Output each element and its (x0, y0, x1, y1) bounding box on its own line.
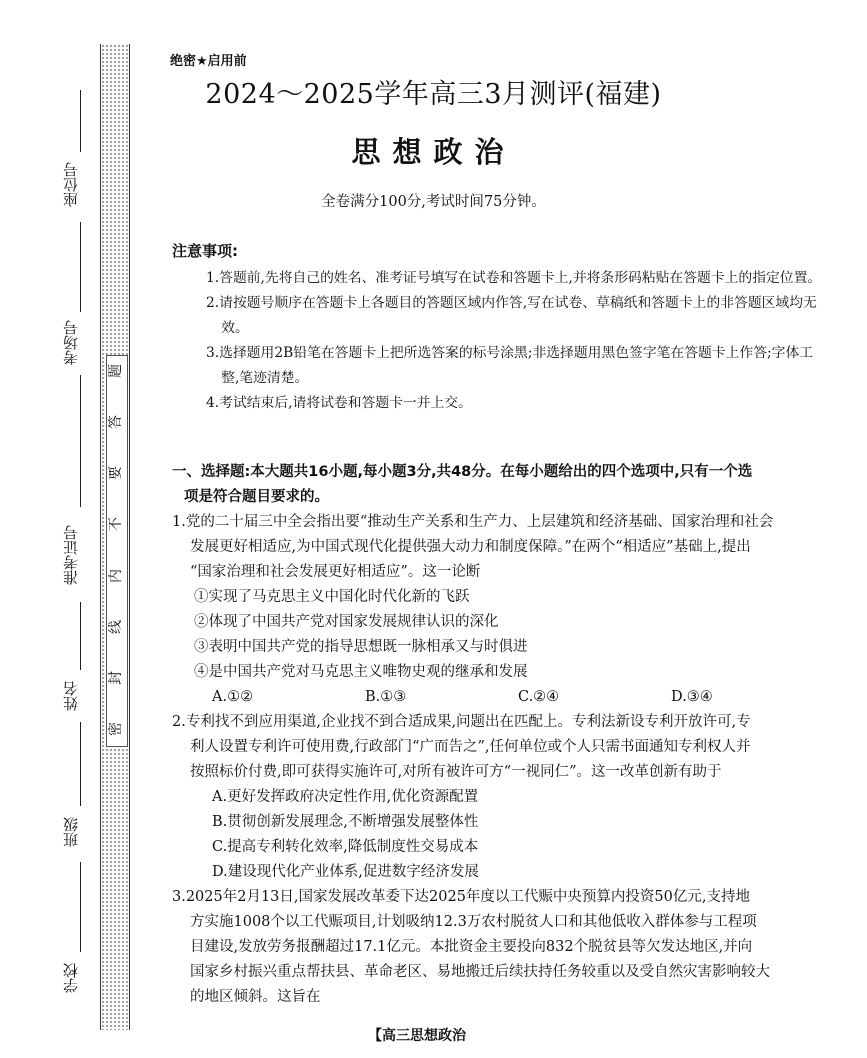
question-stem-line: 发展更好相适应,为中国式现代化提供强大动力和制度保障。”在两个“相适应”基础上,提出 (190, 539, 751, 555)
subject-title: 思想政治 (351, 135, 516, 169)
answer-option-b: B.①③ (365, 689, 407, 705)
name-field[interactable] (80, 602, 81, 670)
seal-notice-text (106, 355, 126, 745)
question-2 (172, 710, 824, 885)
question-stem-line: 国家乡村振兴重点帮扶县、革命老区、易地搬迁后续扶持任务较重以及受自然灾害影响较大 (190, 964, 770, 980)
notes-list (206, 266, 826, 416)
school-field[interactable] (80, 862, 81, 952)
question-stem-line: 3.2025年2月13日,国家发展改革委下达2025年度以工代赈中央预算内投资50亿元,支持地 (172, 889, 750, 905)
statement-item: ②体现了中国共产党对国家发展规律认识的深化 (194, 614, 499, 630)
note-item: 3.选择题用2B铅笔在答题卡上把所选答案的标号涂黑;非选择题用黑色签字笔在答题卡上作答;字体工整,笔迹清楚。 (206, 345, 814, 386)
question-stem-line: 1.党的二十届三中全会指出要“推动生产关系和生产力、上层建筑和经济基础、国家治理和社会 (172, 514, 774, 530)
question-stem-line: “国家治理和社会发展更好相适应”。这一论断 (190, 564, 481, 580)
seal-char: 线 (108, 619, 124, 634)
answer-option-d: D.建设现代化产业体系,促进数字经济发展 (212, 864, 479, 880)
question-3 (172, 885, 824, 1010)
question-1 (172, 510, 824, 710)
note-item: 2.请按题号顺序在答题卡上各题目的答题区域内作答,写在试卷、草稿纸和答题卡上的非答题区域均无效。 (206, 295, 817, 336)
school-label: 学校 (62, 963, 80, 993)
answer-option-b: B.贯彻创新发展理念,不断增强发展整体性 (212, 814, 479, 830)
class-field[interactable] (80, 722, 81, 806)
answer-option-a: A.①② (212, 689, 254, 705)
score-info: 全卷满分100分,考试时间75分钟。 (321, 194, 546, 210)
question-stem-line: 目建设,发放劳务报酬超过17.1亿元。本批资金主要投向832个脱贫县等欠发达地区,并向 (190, 939, 753, 955)
exam-room-label: 考场号 (62, 320, 80, 366)
note-item: 1.答题前,先将自己的姓名、准考证号填写在试卷和答题卡上,并将条形码粘贴在答题卡上的指定位置。 (206, 270, 822, 286)
exam-title: 2024～2025学年高三3月测评(福建) (205, 79, 662, 110)
notes-heading: 注意事项: (172, 242, 238, 260)
note-item: 4.考试结束后,请将试卷和答题卡一并上交。 (206, 395, 472, 411)
seal-char: 封 (108, 670, 124, 685)
section-heading-line: 项是符合题目要求的。 (184, 489, 329, 505)
section-heading-line: 一、选择题:本大题共16小题,每小题3分,共48分。在每小题给出的四个选项中,只有一个选 (172, 464, 753, 480)
question-stem-line: 方实施1008个以工代赈项目,计划吸纳12.3万农村脱贫人口和其他低收入群体参与工程项 (190, 914, 757, 930)
admission-number-field[interactable] (80, 375, 81, 507)
footer-tag: 【高三思想政治 (368, 1028, 466, 1044)
question-stem-line: 按照标价付费,即可获得实施许可,对所有被许可方“一视同仁”。这一改革创新有助于 (190, 764, 722, 780)
statement-item: ④是中国共产党对马克思主义唯物史观的继承和发展 (194, 664, 528, 680)
exam-room-field[interactable] (80, 222, 81, 312)
name-label: 姓名 (62, 681, 80, 711)
seal-char: 内 (108, 568, 124, 583)
question-stem-line: 利人设置专利许可使用费,行政部门“广而告之”,任何单位或个人只需书面通知专利权人并 (190, 739, 751, 755)
answer-option-c: C.②④ (518, 689, 560, 705)
seal-char: 题 (108, 364, 124, 378)
seal-char: 密 (108, 721, 124, 736)
statement-item: ③表明中国共产党的指导思想既一脉相承又与时俱进 (194, 639, 528, 655)
question-stem-line: 的地区倾斜。这旨在 (190, 989, 321, 1005)
answer-option-d: D.③④ (671, 689, 713, 705)
answer-option-c: C.提高专利转化效率,降低制度性交易成本 (212, 839, 479, 855)
confidential-mark: 绝密★启用前 (170, 54, 247, 69)
class-label: 班级 (62, 817, 80, 847)
seat-number-label: 座位号 (62, 162, 80, 208)
seal-char: 不 (108, 517, 124, 532)
answer-options (172, 685, 824, 710)
question-stem-line: 2.专利找不到应用渠道,企业找不到合适成果,问题出在匹配上。专利法新设专利开放许可,专 (172, 714, 751, 730)
statement-item: ①实现了马克思主义中国化时代化新的飞跃 (194, 589, 470, 605)
answer-option-a: A.更好发挥政府决定性作用,优化资源配置 (212, 789, 479, 805)
admission-number-label: 准考证号 (62, 525, 80, 585)
seal-char: 要 (108, 466, 124, 481)
seal-char: 答 (108, 415, 124, 430)
section-heading (172, 460, 822, 510)
